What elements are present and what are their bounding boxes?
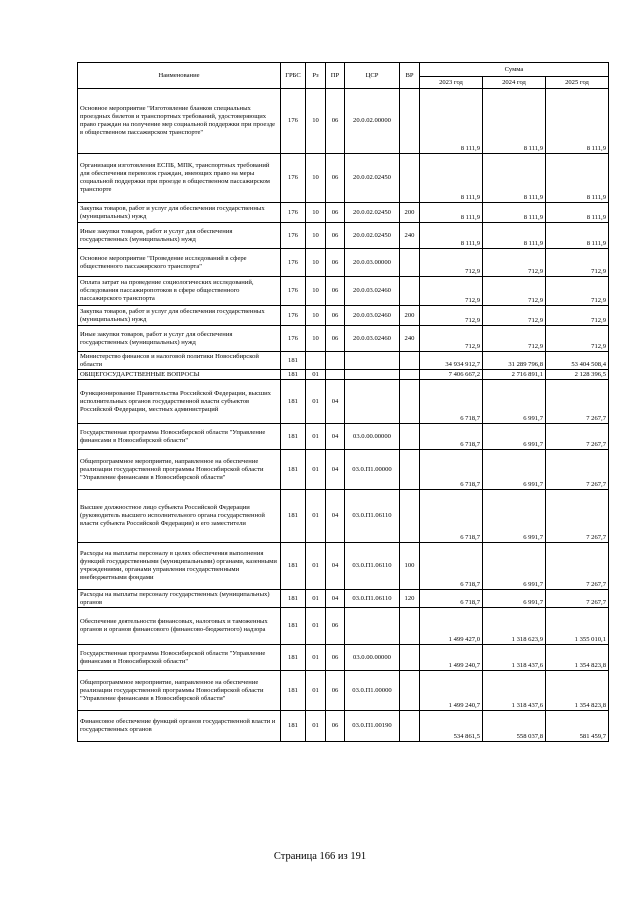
table-row bbox=[78, 608, 609, 645]
row-name: Расходы на выплаты персоналу государственных (муниципальных) органов bbox=[78, 590, 281, 608]
page-number: Страница 166 из 191 bbox=[273, 851, 367, 862]
row-rz: 01 bbox=[306, 450, 326, 490]
row-name: Государственная программа Новосибирской области "Управление финансами в Новосибирской области" bbox=[78, 645, 281, 671]
row-grbs: 181 bbox=[281, 543, 306, 590]
row-pr: 04 bbox=[326, 590, 345, 608]
row-name: Высшее должностное лицо субъекта Российской Федерации (руководитель высшего исполнительного органа государственной власти субъекта Российской Федерации) и его заместители bbox=[78, 490, 281, 543]
row-vr: 240 bbox=[400, 326, 420, 352]
row-vr bbox=[400, 89, 420, 154]
row-sum-2024: 6 991,7 bbox=[483, 424, 546, 450]
row-csr: 20.0.02.02450 bbox=[345, 223, 400, 249]
row-csr: 03.0.00.00000 bbox=[345, 424, 400, 450]
row-rz: 01 bbox=[306, 711, 326, 742]
table-row bbox=[78, 89, 609, 154]
row-pr: 06 bbox=[326, 326, 345, 352]
row-vr bbox=[400, 490, 420, 543]
row-rz: 01 bbox=[306, 608, 326, 645]
table-row bbox=[78, 380, 609, 424]
table-row bbox=[78, 306, 609, 326]
row-pr: 04 bbox=[326, 543, 345, 590]
row-vr bbox=[400, 645, 420, 671]
row-pr: 06 bbox=[326, 671, 345, 711]
row-sum-2024: 8 111,9 bbox=[483, 203, 546, 223]
row-rz: 01 bbox=[306, 380, 326, 424]
row-rz: 10 bbox=[306, 154, 326, 203]
row-grbs: 176 bbox=[281, 89, 306, 154]
table-body bbox=[78, 89, 609, 742]
row-sum-2023: 6 718,7 bbox=[420, 590, 483, 608]
row-sum-2023: 7 406 667,2 bbox=[420, 370, 483, 380]
row-grbs: 181 bbox=[281, 352, 306, 370]
row-pr: 04 bbox=[326, 424, 345, 450]
row-sum-2024: 2 716 891,1 bbox=[483, 370, 546, 380]
row-grbs: 181 bbox=[281, 380, 306, 424]
row-sum-2025: 7 267,7 bbox=[546, 543, 609, 590]
row-vr bbox=[400, 671, 420, 711]
table-row bbox=[78, 490, 609, 543]
row-pr: 06 bbox=[326, 154, 345, 203]
row-csr bbox=[345, 370, 400, 380]
row-pr: 06 bbox=[326, 306, 345, 326]
row-grbs: 181 bbox=[281, 370, 306, 380]
row-name: Общепрограммное мероприятие, направленное на обеспечение реализации государственной программы Новосибирской области "Управление финансами в Новосибирской области" bbox=[78, 450, 281, 490]
row-csr: 20.0.02.00000 bbox=[345, 89, 400, 154]
row-vr: 240 bbox=[400, 223, 420, 249]
row-rz: 10 bbox=[306, 306, 326, 326]
table-row bbox=[78, 645, 609, 671]
row-pr bbox=[326, 352, 345, 370]
row-rz: 10 bbox=[306, 249, 326, 277]
row-sum-2024: 8 111,9 bbox=[483, 154, 546, 203]
row-sum-2023: 1 499 240,7 bbox=[420, 671, 483, 711]
row-pr: 06 bbox=[326, 89, 345, 154]
row-sum-2025: 7 267,7 bbox=[546, 424, 609, 450]
row-sum-2023: 534 861,5 bbox=[420, 711, 483, 742]
row-sum-2023: 1 499 427,0 bbox=[420, 608, 483, 645]
table-row bbox=[78, 352, 609, 370]
row-sum-2024: 31 289 796,8 bbox=[483, 352, 546, 370]
header-pr: ПР bbox=[326, 63, 345, 89]
row-sum-2024: 6 991,7 bbox=[483, 450, 546, 490]
row-vr: 200 bbox=[400, 306, 420, 326]
header-2024: 2024 год bbox=[483, 77, 546, 89]
row-sum-2025: 581 459,7 bbox=[546, 711, 609, 742]
table-row bbox=[78, 370, 609, 380]
table-row bbox=[78, 277, 609, 306]
row-grbs: 176 bbox=[281, 326, 306, 352]
row-vr bbox=[400, 450, 420, 490]
table-row bbox=[78, 543, 609, 590]
row-vr bbox=[400, 352, 420, 370]
row-grbs: 181 bbox=[281, 450, 306, 490]
row-sum-2023: 6 718,7 bbox=[420, 424, 483, 450]
table-row bbox=[78, 249, 609, 277]
header-vr: ВР bbox=[400, 63, 420, 89]
row-csr bbox=[345, 608, 400, 645]
row-sum-2025: 7 267,7 bbox=[546, 450, 609, 490]
row-pr: 06 bbox=[326, 223, 345, 249]
row-grbs: 176 bbox=[281, 249, 306, 277]
row-grbs: 176 bbox=[281, 277, 306, 306]
row-csr: 03.0.П1.00190 bbox=[345, 711, 400, 742]
row-vr bbox=[400, 154, 420, 203]
row-sum-2025: 712,9 bbox=[546, 277, 609, 306]
row-pr: 04 bbox=[326, 490, 345, 543]
table-row bbox=[78, 711, 609, 742]
row-rz: 10 bbox=[306, 203, 326, 223]
row-vr: 120 bbox=[400, 590, 420, 608]
row-sum-2023: 8 111,9 bbox=[420, 223, 483, 249]
row-grbs: 181 bbox=[281, 671, 306, 711]
row-pr: 06 bbox=[326, 203, 345, 223]
row-grbs: 181 bbox=[281, 645, 306, 671]
row-vr bbox=[400, 711, 420, 742]
row-sum-2025: 8 111,9 bbox=[546, 203, 609, 223]
row-sum-2025: 8 111,9 bbox=[546, 89, 609, 154]
row-sum-2023: 712,9 bbox=[420, 277, 483, 306]
row-grbs: 181 bbox=[281, 490, 306, 543]
row-grbs: 176 bbox=[281, 306, 306, 326]
row-sum-2025: 1 354 823,8 bbox=[546, 645, 609, 671]
row-pr: 06 bbox=[326, 249, 345, 277]
row-grbs: 176 bbox=[281, 223, 306, 249]
row-csr bbox=[345, 380, 400, 424]
row-sum-2024: 1 318 623,9 bbox=[483, 608, 546, 645]
row-csr: 20.0.03.02460 bbox=[345, 326, 400, 352]
row-rz: 01 bbox=[306, 424, 326, 450]
row-sum-2025: 2 128 396,5 bbox=[546, 370, 609, 380]
row-csr: 03.0.П1.06110 bbox=[345, 590, 400, 608]
row-sum-2025: 712,9 bbox=[546, 326, 609, 352]
header-rz: Рз bbox=[306, 63, 326, 89]
table-row bbox=[78, 154, 609, 203]
row-rz: 01 bbox=[306, 645, 326, 671]
row-rz: 01 bbox=[306, 370, 326, 380]
row-rz: 01 bbox=[306, 490, 326, 543]
row-rz: 10 bbox=[306, 326, 326, 352]
row-name: Организация изготовления ЕСПБ, МПК, транспортных требований для обеспечения перевозок граждан, имеющих право на меры социальной поддержки при проезде в общественном пассажирском транспорте bbox=[78, 154, 281, 203]
row-sum-2023: 6 718,7 bbox=[420, 380, 483, 424]
row-rz: 10 bbox=[306, 89, 326, 154]
row-sum-2024: 712,9 bbox=[483, 326, 546, 352]
row-sum-2023: 712,9 bbox=[420, 249, 483, 277]
row-vr bbox=[400, 249, 420, 277]
row-vr: 100 bbox=[400, 543, 420, 590]
row-sum-2025: 712,9 bbox=[546, 249, 609, 277]
row-name: Финансовое обеспечение функций органов государственной власти и государственных органов bbox=[78, 711, 281, 742]
row-sum-2024: 8 111,9 bbox=[483, 89, 546, 154]
row-sum-2024: 8 111,9 bbox=[483, 223, 546, 249]
row-name: Обеспечение деятельности финансовых, налоговых и таможенных органов и органов финансового (финансово-бюджетного) надзора bbox=[78, 608, 281, 645]
budget-table bbox=[77, 62, 609, 742]
row-sum-2024: 712,9 bbox=[483, 277, 546, 306]
row-name: Оплата затрат на проведение социологических исследований, обследования пассажиропотоков в сфере общественного пассажирского транспорта bbox=[78, 277, 281, 306]
row-sum-2023: 712,9 bbox=[420, 306, 483, 326]
row-sum-2024: 6 991,7 bbox=[483, 380, 546, 424]
row-sum-2024: 6 991,7 bbox=[483, 543, 546, 590]
row-vr bbox=[400, 277, 420, 306]
row-sum-2024: 6 991,7 bbox=[483, 490, 546, 543]
row-sum-2025: 1 354 823,8 bbox=[546, 671, 609, 711]
row-csr: 03.0.П1.00000 bbox=[345, 450, 400, 490]
row-rz bbox=[306, 352, 326, 370]
row-sum-2025: 8 111,9 bbox=[546, 223, 609, 249]
table-row bbox=[78, 590, 609, 608]
header-name: Наименование bbox=[78, 63, 281, 89]
row-vr bbox=[400, 424, 420, 450]
row-pr: 06 bbox=[326, 645, 345, 671]
row-grbs: 181 bbox=[281, 711, 306, 742]
row-sum-2024: 712,9 bbox=[483, 249, 546, 277]
row-sum-2025: 7 267,7 bbox=[546, 380, 609, 424]
table-row bbox=[78, 424, 609, 450]
row-vr: 200 bbox=[400, 203, 420, 223]
table-row bbox=[78, 203, 609, 223]
row-name: Иные закупки товаров, работ и услуг для обеспечения государственных (муниципальных) нужд bbox=[78, 223, 281, 249]
header-2023: 2023 год bbox=[420, 77, 483, 89]
row-pr: 06 bbox=[326, 608, 345, 645]
row-vr bbox=[400, 380, 420, 424]
row-grbs: 176 bbox=[281, 203, 306, 223]
row-pr: 06 bbox=[326, 711, 345, 742]
row-grbs: 181 bbox=[281, 424, 306, 450]
row-sum-2025: 712,9 bbox=[546, 306, 609, 326]
row-name: Основное мероприятие "Изготовление бланков специальных проездных билетов и транспортных требований, удостоверяющих право граждан на получение мер социальной поддержки при проезде в общественном пассажирском транспорте" bbox=[78, 89, 281, 154]
row-pr bbox=[326, 370, 345, 380]
row-sum-2023: 6 718,7 bbox=[420, 543, 483, 590]
row-name: Основное мероприятие "Проведение исследований в сфере общественного пассажирского транспорта" bbox=[78, 249, 281, 277]
table-row bbox=[78, 450, 609, 490]
header-grbs: ГРБС bbox=[281, 63, 306, 89]
row-csr: 20.0.03.00000 bbox=[345, 249, 400, 277]
row-sum-2023: 6 718,7 bbox=[420, 490, 483, 543]
row-sum-2024: 1 318 437,6 bbox=[483, 671, 546, 711]
row-pr: 04 bbox=[326, 450, 345, 490]
row-csr: 03.0.П1.06110 bbox=[345, 543, 400, 590]
row-sum-2023: 34 934 912,7 bbox=[420, 352, 483, 370]
row-name: ОБЩЕГОСУДАРСТВЕННЫЕ ВОПРОСЫ bbox=[78, 370, 281, 380]
row-rz: 10 bbox=[306, 223, 326, 249]
row-name: Государственная программа Новосибирской области "Управление финансами в Новосибирской области" bbox=[78, 424, 281, 450]
row-sum-2023: 712,9 bbox=[420, 326, 483, 352]
row-sum-2023: 1 499 240,7 bbox=[420, 645, 483, 671]
header-row bbox=[78, 63, 609, 77]
row-name: Закупка товаров, работ и услуг для обеспечения государственных (муниципальных) нужд bbox=[78, 306, 281, 326]
row-sum-2023: 6 718,7 bbox=[420, 450, 483, 490]
row-csr: 20.0.02.02450 bbox=[345, 154, 400, 203]
row-sum-2025: 7 267,7 bbox=[546, 590, 609, 608]
row-sum-2024: 6 991,7 bbox=[483, 590, 546, 608]
row-name: Закупка товаров, работ и услуг для обеспечения государственных (муниципальных) нужд bbox=[78, 203, 281, 223]
row-sum-2025: 1 355 010,1 bbox=[546, 608, 609, 645]
row-rz: 01 bbox=[306, 671, 326, 711]
table-row bbox=[78, 223, 609, 249]
row-sum-2025: 7 267,7 bbox=[546, 490, 609, 543]
row-csr: 20.0.03.02460 bbox=[345, 277, 400, 306]
row-sum-2024: 1 318 437,6 bbox=[483, 645, 546, 671]
table-row bbox=[78, 671, 609, 711]
header-2025: 2025 год bbox=[546, 77, 609, 89]
row-sum-2025: 53 404 508,4 bbox=[546, 352, 609, 370]
row-csr bbox=[345, 352, 400, 370]
row-csr: 03.0.00.00000 bbox=[345, 645, 400, 671]
table-row bbox=[78, 326, 609, 352]
row-name: Министерство финансов и налоговой политики Новосибирской области bbox=[78, 352, 281, 370]
row-vr bbox=[400, 608, 420, 645]
row-csr: 20.0.03.02460 bbox=[345, 306, 400, 326]
row-sum-2024: 558 037,8 bbox=[483, 711, 546, 742]
row-grbs: 176 bbox=[281, 154, 306, 203]
row-name: Иные закупки товаров, работ и услуг для обеспечения государственных (муниципальных) нужд bbox=[78, 326, 281, 352]
row-sum-2023: 8 111,9 bbox=[420, 203, 483, 223]
row-sum-2024: 712,9 bbox=[483, 306, 546, 326]
row-sum-2023: 8 111,9 bbox=[420, 89, 483, 154]
row-name: Функционирование Правительства Российской Федерации, высших исполнительных органов государственной власти субъектов Российской Федерации, местных администраций bbox=[78, 380, 281, 424]
row-sum-2023: 8 111,9 bbox=[420, 154, 483, 203]
row-name: Расходы на выплаты персоналу в целях обеспечения выполнения функций государственными (муниципальными) органами, казенными учреждениями, органами управления государственными внебюджетными фондами bbox=[78, 543, 281, 590]
row-csr: 03.0.П1.06110 bbox=[345, 490, 400, 543]
header-csr: ЦСР bbox=[345, 63, 400, 89]
row-rz: 01 bbox=[306, 590, 326, 608]
row-name: Общепрограммное мероприятие, направленное на обеспечение реализации государственной программы Новосибирской области "Управление финансами в Новосибирской области" bbox=[78, 671, 281, 711]
row-csr: 03.0.П1.00000 bbox=[345, 671, 400, 711]
header-sum: Сумма bbox=[420, 63, 609, 77]
row-sum-2025: 8 111,9 bbox=[546, 154, 609, 203]
row-rz: 10 bbox=[306, 277, 326, 306]
row-pr: 04 bbox=[326, 380, 345, 424]
row-grbs: 181 bbox=[281, 590, 306, 608]
row-csr: 20.0.02.02450 bbox=[345, 203, 400, 223]
row-rz: 01 bbox=[306, 543, 326, 590]
row-pr: 06 bbox=[326, 277, 345, 306]
row-grbs: 181 bbox=[281, 608, 306, 645]
row-vr bbox=[400, 370, 420, 380]
